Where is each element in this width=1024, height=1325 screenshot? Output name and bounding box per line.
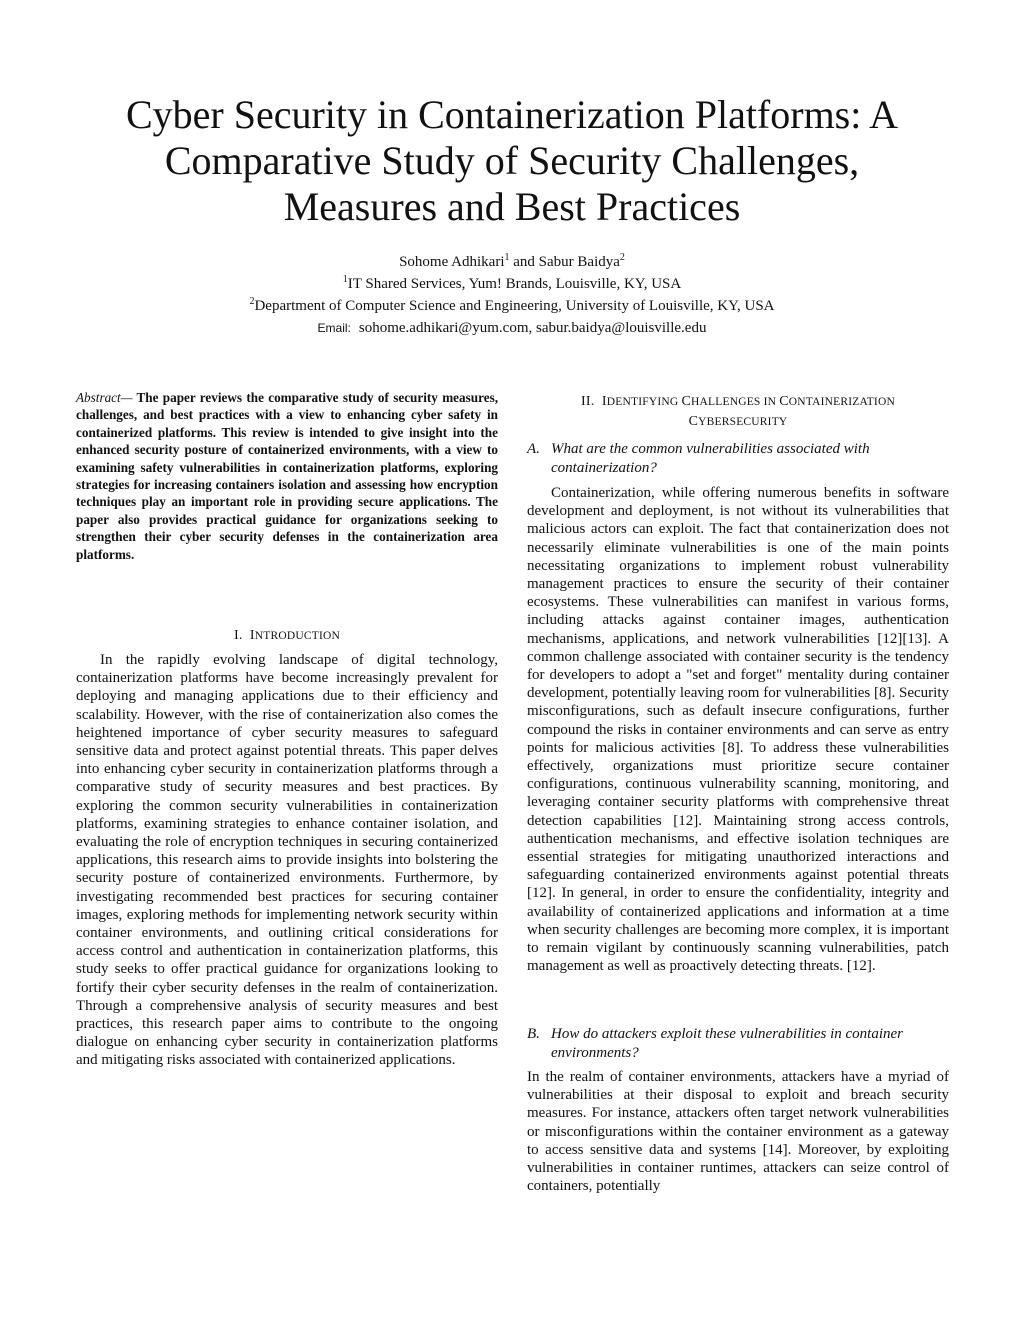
section-2-number: II. <box>581 394 595 409</box>
intro-paragraph: In the rapidly evolving landscape of digital technology, containerization platforms have become increasingly prevalent for deploying and managing applications due to their efficiency and scalability. However, with the rise of containerization also comes the heightened importance of cyber security measures to safeguard sensitive data and protect against potential threats. This paper delves into enhancing cyber security in containerization platforms through a comparative study of security measures and best practices. By exploring the common security vulnerabilities in containerization platforms, examining strategies to enhance container isolation, and evaluating the role of encryption techniques in securing containerized applications, this research aims to provide insights into bolstering the security posture of containerized environments. Furthermore, by investigating recommended best practices for securing container images, exploring methods for implementing network security within container environments, and outlining critical considerations for access control and authentication in containerization platforms, this study seeks to offer practical guidance for organizations looking to fortify their cyber security defenses in the realm of containerization. Through a comprehensive analysis of security measures and best practices, this research paper aims to contribute to the ongoing dialogue on enhancing cyber security in containerization platforms and mitigating risks associated with containerized applications. <box>76 652 498 1069</box>
heading-cap: C <box>688 414 699 429</box>
heading-sc: DENTIFYING <box>606 396 682 408</box>
subsection-a-letter: A. <box>527 441 540 457</box>
subsection-b-paragraph: In the realm of container environments, attackers have a myriad of vulnerabilities at their disposal to exploit and breach security measures. For instance, attackers often target network vulnerabilities or misconfigurations within the container environment as a gateway to access sensitive data and systems [14]. Moreover, by exploiting vulnerabilities in container runtimes, attackers can seize control of containers, potentially <box>527 1069 949 1195</box>
author-2-sup: 2 <box>619 252 625 263</box>
author-and: and <box>509 254 539 270</box>
section-1-body <box>76 651 498 1070</box>
section-2-heading-line-2 <box>527 412 949 432</box>
author-2: Sabur Baidya <box>538 254 620 270</box>
subsection-b-heading <box>527 1025 949 1063</box>
subsection-a-paragraph: Containerization, while offering numerous benefits in software development and deployment, is not without its vulnerabilities that malicious actors can exploit. The fact that containerization does not necessarily eliminate vulnerabilities is one of the main points necessitating organizations to implement robust vulnerability management practices to ensure the security of their container ecosystems. These vulnerabilities can manifest in various forms, including attacks against container images, authentication mechanisms, applications, and network vulnerabilities [12][13]. A common challenge associated with container security is the tendency for developers to adopt a "set and forget" mentality during container development, potentially leaving room for vulnerabilities [8]. Security misconfigurations, such as default insecure configurations, further compound the risks in container environments and can serve as entry points for malicious activities [8]. To address these vulnerabilities effectively, organizations must prioritize secure container configurations, continuous vulnerability scanning, monitoring, and leveraging container security platforms with comprehensive threat detection capabilities [12]. Maintaining strong access controls, authentication mechanisms, and effective isolation techniques are essential strategies for mitigating unauthorized interactions and safeguarding containerized environments against potential threats [12]. In general, in order to ensure the confidentiality, integrity and availability of containerized applications and information at a time when security challenges are becoming more complex, it is important to remain vigilant by continuously scanning vulnerabilities, patch management as well as proactively detecting threats. [12]. <box>527 485 949 975</box>
section-1-heading <box>76 626 498 646</box>
title-line-1: Cyber Security in Containerization Platforms: A <box>125 92 899 137</box>
heading-cap: I <box>601 394 607 409</box>
heading-cap: C <box>681 394 692 409</box>
subsection-b-body <box>527 1068 949 1195</box>
subsection-a-title <box>527 440 949 478</box>
email-label: Email: <box>317 321 351 335</box>
affiliation-1-sup: 1 <box>342 274 348 285</box>
subsection-a-line-1: What are the common vulnerabilities associated with <box>551 441 870 457</box>
affiliation-1 <box>100 273 924 295</box>
title-line-2: Comparative Study of Security Challenges, <box>164 138 860 183</box>
affiliation-2-text: Department of Computer Science and Engineering, University of Louisville, KY, USA <box>254 298 775 314</box>
paper-title <box>60 92 964 230</box>
abstract-label: Abstract— <box>76 390 133 405</box>
heading-sc: HALLENGES IN <box>691 396 780 408</box>
abstract <box>76 389 498 563</box>
subsection-a-body <box>527 484 949 975</box>
affiliation-1-text: IT Shared Services, Yum! Brands, Louisville, KY, USA <box>347 276 682 292</box>
section-2-heading <box>527 392 949 432</box>
subsection-b-title <box>527 1025 949 1063</box>
heading-sc: YBERSECURITY <box>698 416 788 428</box>
heading-sc: ONTAINERIZATION <box>788 396 895 408</box>
subsection-a-heading <box>527 440 949 478</box>
email-addresses: sohome.adhikari@yum.com, sabur.baidya@louisville.edu <box>358 320 707 336</box>
section-1-title-cap: I <box>249 628 255 643</box>
subsection-b-line-1: How do attackers exploit these vulnerabilities in container <box>551 1026 904 1042</box>
subsection-b-letter: B. <box>527 1026 540 1042</box>
abstract-text: The paper reviews the comparative study of security measures, challenges, and best practices with a view to enhancing cyber safety in containerized platforms. This review is intended to give insight into the enhanced security posture of containerized environments, with a view to examining safety vulnerabilities in containerization platforms, exploring strategies for increasing containers isolation and assessing how encryption techniques play an important role in providing secure applications. The paper also provides practical guidance for organizations seeking to strengthen their cyber security defenses in the containerization area platforms. <box>76 390 498 562</box>
author-emails <box>100 317 924 339</box>
subsection-b-line-2: environments? <box>551 1045 639 1061</box>
heading-cap: C <box>779 394 789 409</box>
author-block <box>100 251 924 339</box>
section-1-number: I. <box>233 628 243 643</box>
section-1-title-rest: NTRODUCTION <box>254 630 341 642</box>
section-2-heading-line-1 <box>527 392 949 412</box>
title-line-3: Measures and Best Practices <box>283 184 741 229</box>
author-1-sup: 1 <box>504 252 510 263</box>
subsection-a-line-2: containerization? <box>551 460 657 476</box>
affiliation-2 <box>100 295 924 317</box>
author-1: Sohome Adhikari <box>399 254 505 270</box>
affiliation-2-sup: 2 <box>249 296 255 307</box>
author-names <box>100 251 924 273</box>
